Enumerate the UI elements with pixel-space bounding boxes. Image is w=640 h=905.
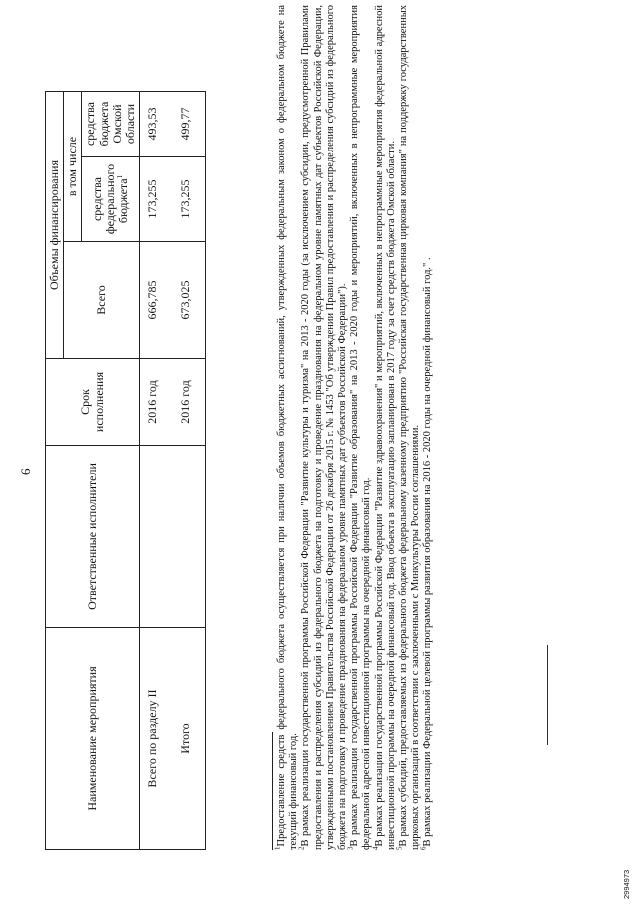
row-executors [166,446,206,628]
page-number: 6 [18,468,33,475]
table-row [140,92,166,850]
row-name: Всего по разделу II [140,628,166,850]
header-name: Наименование мероприятия [46,628,140,850]
footnote: $^4$В рамках реализации государственной программы Российской Федерации "Развитие здравоохранения" и мероприятий, включенных в непрограммные мероприятия федеральной адресной инвестиционной программы на очередной финансовый год. Ввод объекта в эксплуатацию запланирован в 2017 году за счет средств бюджета Омской области. [371,5,397,850]
document-id: 2994973 [622,869,631,899]
header-federal: средства федерального бюджета$^1$ [82,157,140,242]
row-executors [140,446,166,628]
row-total: 673,025 [166,242,206,359]
header-funding: Объемы финансирования [46,92,64,359]
row-federal: 173,255 [140,157,166,242]
footnote: $^6$В рамках реализации Федеральной целевой программы развития образования на 2016 - 2020 годы на очередной финансовый год." . [419,257,434,850]
row-term: 2016 год [166,359,206,446]
row-name: Итого [166,628,206,850]
footnote: $^3$В рамках реализации государственной программы Российской Федерации "Развитие образования" на 2013 - 2020 годы и мероприятий, включенных в непрограммные мероприятия федеральной адресной инвестиционной программы на очередной финансовый год. [346,5,373,850]
end-rule [547,645,548,745]
header-total: Всего [64,242,140,359]
row-term: 2016 год [140,359,166,446]
row-regional: 493,53 [140,92,166,157]
header-executors: Ответственные исполнители [46,446,140,628]
header-including: в том числе [64,92,82,242]
table-row [166,92,206,850]
row-regional: 499,77 [166,92,206,157]
header-regional: средства бюджета Омской области [82,92,140,157]
footnotes [273,5,435,850]
footnote: $^5$В рамках субсидий, предоставляемых из федерального бюджета федеральному казенному предприятию "Российская государственная цирковая компания" на поддержку государственных цирковых организаций в соответствии с заключенными с Минкультуры России соглашениями. [395,5,422,850]
footnote: $^2$В рамках реализации государственной программы Российской Федерации "Развитие культуры и туризма" на 2013 - 2020 годы (за исключением субсидии, предусмотренной Правилами предоставления и распределения субсидий из федерального бюджета на подготовку и проведение празднования на федеральном уровне памятных дат субъектов Российской Федерации, утвержденными постановлением Правительства Российской Федерации от 26 декабря 2015 г. № 1453 "Об утверждении Правил предоставления и распределения субсидий из федерального бюджета на подготовку и проведение празднования на федеральном уровне памятных дат субъектов Российской Федерации"). [297,5,349,850]
footnote: $^1$Предоставление средств федерального бюджета осуществляется при наличии объемов бюджетных ассигнований, утвержденных федеральным законом о федеральном бюджете на текущий финансовый год. [273,5,300,850]
row-federal: 173,255 [166,157,206,242]
row-total: 666,785 [140,242,166,359]
header-term: Срок исполнения [46,359,140,446]
funding-table [45,91,206,850]
footnote-separator [272,732,273,850]
